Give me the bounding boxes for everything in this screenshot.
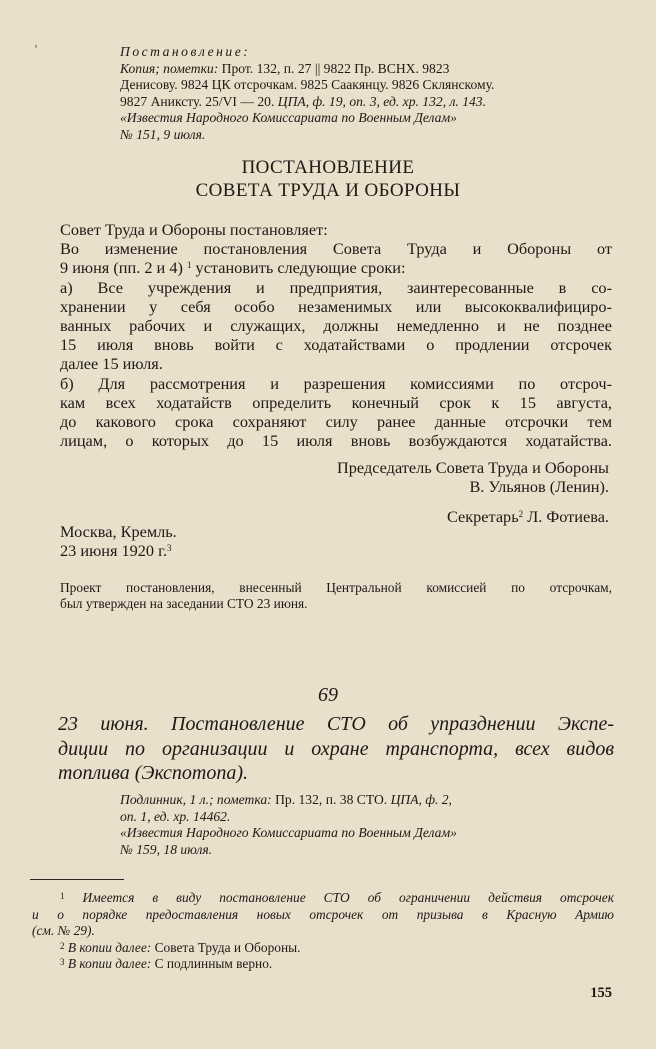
source-line: 9827 Аниксту. 25/VI — 20. ЦПА, ф. 19, оп. 3, ед. хр. 132, л. 143.	[120, 93, 487, 109]
source-line: № 159, 18 июля.	[120, 841, 213, 857]
page-number: 155	[590, 985, 612, 1001]
source-block	[120, 44, 610, 143]
footnotes	[32, 890, 614, 973]
date: 23 июня 1920 г.$^3$	[60, 541, 172, 561]
source-line: Денисову. 9824 ЦК отсрочкам. 9825 Саакянцу. 9826 Склянскому.	[120, 77, 495, 92]
source-line: № 151, 9 июля.	[120, 126, 206, 142]
editorial-note: Проект постановления, внесенный Центральной комиссией по отсрочкам, был утвержден на заседании СТО 23 июня.	[60, 580, 612, 612]
body-line: далее 15 июля.	[60, 354, 163, 374]
source-line: «Известия Народного Комиссариата по Военным Делам»	[120, 110, 457, 125]
body-line: б) Для рассмотрения и разрешения комиссиями по отсроч-	[60, 373, 612, 393]
body-line: Во изменение постановления Совета Труда и Обороны от	[60, 239, 612, 259]
body-line: Совет Труда и Обороны постановляет:	[60, 220, 328, 239]
footnote-line: (см. № 29).	[32, 923, 95, 939]
document-heading: 23 июня. Постановление СТО об упразднении Экспе- диции по организации и охране транспорта, всех видов топлива (Экспотопа).	[58, 713, 614, 784]
body-line: 15 июля вновь войти с ходатайствами о продлении отсрочек	[60, 335, 612, 355]
source-line: Подлинник, 1 л.; пометка: Пр. 132, п. 38 СТО. ЦПА, ф. 2,	[120, 792, 452, 807]
source-block	[120, 792, 610, 858]
document-title: ПОСТАНОВЛЕНИЕ СОВЕТА ТРУДА И ОБОРОНЫ	[195, 157, 461, 201]
place-date	[60, 522, 177, 560]
body-line: до какового срока сохраняют силу ранее данные отсрочки тем	[60, 412, 612, 432]
body-line: кам всех ходатайств определить конечный срок к 15 августа,	[60, 392, 612, 412]
chair-title: Председатель Совета Труда и Обороны	[337, 458, 609, 477]
secretary-line: Секретарь$^2$ Л. Фотиева.	[446, 507, 609, 527]
source-label: Постановление:	[120, 44, 251, 59]
source-line: Копия; пометки: Прот. 132, п. 27 || 9822 Пр. ВСНХ. 9823	[120, 60, 450, 76]
body-line: ванных рабочих и служащих, должны немедленно и не позднее	[60, 316, 612, 336]
place: Москва, Кремль.	[60, 522, 177, 541]
document-number: 69	[318, 684, 338, 706]
footnote-line: и о порядке предоставления новых отсрочек от призыва в Красную Армию	[32, 906, 614, 922]
body-line: хранении у себя особо незаменимых или высококвалифициро-	[60, 296, 612, 316]
chair-name: В. Ульянов (Ленин).	[469, 477, 609, 497]
footnote: $^1$ Имеется в виду постановление СТО об ограничении действия отсрочек	[60, 890, 614, 905]
footnote-ref: 1	[186, 260, 192, 271]
footnote: $^3$ В копии далее: С подлинным верно.	[60, 956, 273, 972]
body-line: а) Все учреждения и предприятия, заинтересованные в со-	[60, 277, 612, 297]
signature-block	[337, 458, 609, 527]
source-line: оп. 1, ед. хр. 14462.	[120, 808, 231, 824]
body-line: лицам, о которых до 15 июля вновь возбуждаются ходатайства.	[60, 431, 612, 451]
body-line: 9 июня (пп. 2 и 4) $^1$ установить следующие сроки:	[60, 258, 406, 278]
footnote-divider	[30, 879, 124, 880]
footnote-ref: 2	[518, 509, 524, 520]
source-line: «Известия Народного Комиссариата по Военным Делам»	[120, 825, 457, 840]
footnote: $^2$ В копии далее: Совета Труда и Обороны.	[60, 939, 301, 955]
footnote-ref: 3	[167, 543, 172, 554]
margin-mark: ʼ	[34, 42, 38, 56]
document-body	[60, 220, 612, 450]
